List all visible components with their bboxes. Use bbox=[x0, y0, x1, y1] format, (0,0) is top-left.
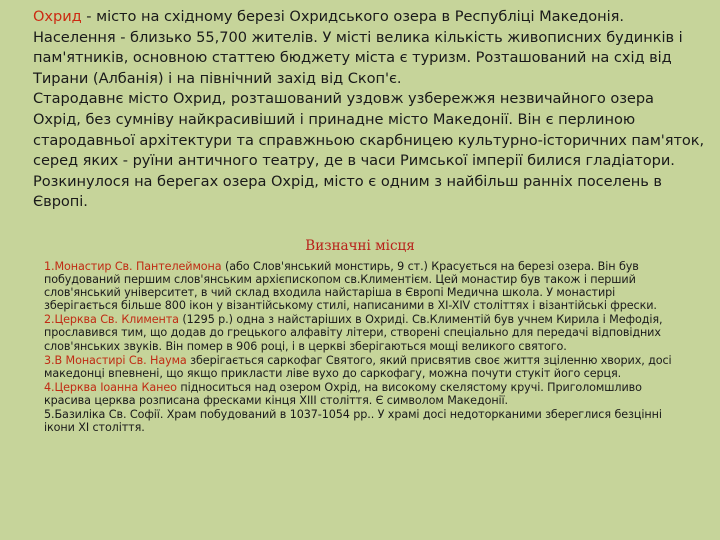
intro-paragraph-1 bbox=[33, 7, 705, 89]
sight-number: 2. bbox=[44, 313, 55, 327]
intro-text bbox=[33, 7, 705, 213]
sight-item bbox=[44, 354, 672, 380]
city-name: Охрид bbox=[33, 8, 82, 25]
sight-text: підноситься над озером Охрід, на високому скелястому кручі. Приголомшливо красива церква розписана фресками кінця XIII століття. Є символом Македонії. bbox=[44, 380, 642, 407]
sight-text: (або Слов'янський монстирь, 9 ст.) Красується на березі озера. Він був побудований першим слов'янським архієпископом св.Климентієм. Цей монастир був також і перший слов'янський університет, в чий склад входила найстаріша в Європі Медична школа. У монастирі зберігається більше 800 ікон у візантійському стилі, написаними в XI-XIV століттях і візантійські фрески. bbox=[44, 260, 657, 313]
sight-number: 4. bbox=[44, 380, 55, 394]
sight-name: Базиліка Св. Софії. bbox=[54, 408, 164, 422]
sight-text: Храм побудований в 1037-1054 рр.. У храмі досі недоторканими збереглися безцінні ікони XI століття. bbox=[44, 408, 662, 435]
sight-text: зберігається саркофаг Святого, який присвятив своє життя зціленню хворих, досі македонці впевнені, що якщо прикласти ліве вухо до саркофагу, можна почути стукіт його серця. bbox=[44, 353, 672, 380]
section-heading: Визначні місця bbox=[305, 238, 415, 254]
sight-number: 3. bbox=[44, 353, 55, 367]
sight-item bbox=[44, 260, 672, 312]
sight-number: 5. bbox=[44, 408, 55, 422]
sight-item bbox=[44, 313, 672, 352]
intro-paragraph-2: Стародавнє місто Охрид, розташований уздовж узбережжя незвичайного озера Охрід, без сумніву найкрасивіший і принадне місто Македонії. Він є перлиною стародавньої архітектури та справжньою скарбницею культурно-історичних пам'яток, серед яких - руїни античного театру, де в часи Римської імперії билися гладіатори. Розкинулося на берегах озера Охрід, місто є одним з найбільш ранніх поселень в Європі. bbox=[33, 90, 705, 211]
intro-paragraph-1-text: - місто на східному березі Охридського озера в Республіці Македонія. Населення - близько 55,700 жителів. У місті велика кількість живописних будинків і пам'ятників, основною статтею бюджету міста є туризм. Розташований на схід від Тирани (Албанія) і на північний захід від Скоп'є. bbox=[33, 8, 683, 87]
sight-text: (1295 р.) одна з найстаріших в Охриді. Св.Климентій був учнем Кирила і Мефодія, прославився тим, що додав до грецького алфавіту літери, створені спеціально для передачі відповідних слов'янських звуків. Він помер в 906 році, і в церкві зберігаються мощі великого святого. bbox=[44, 313, 663, 353]
sight-name: Монастир Св. Пантелеймона bbox=[54, 260, 222, 273]
sights-list bbox=[44, 260, 672, 435]
sight-item bbox=[44, 408, 672, 434]
sight-number: 1. bbox=[44, 260, 55, 273]
sight-name: В Монастирі Св. Наума bbox=[54, 353, 187, 367]
sight-name: Церква Іоанна Канео bbox=[54, 380, 177, 394]
sight-item bbox=[44, 381, 672, 407]
sight-name: Церква Св. Климента bbox=[54, 313, 179, 327]
